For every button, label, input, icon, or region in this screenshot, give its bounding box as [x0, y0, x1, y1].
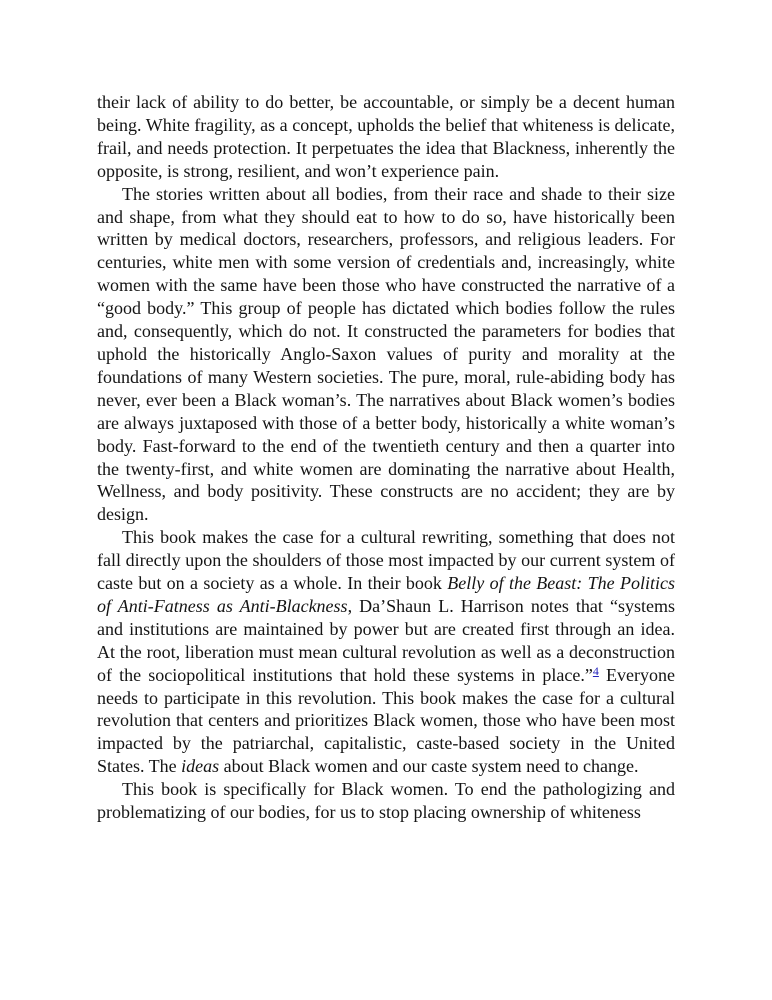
- paragraph-3-text-3: Everyone needs to participate in this revolution. This book makes the case for a cultural revolution that centers and prioritizes Black women, those who have been most impacted by the patriarchal, capitalistic, caste-based society in the United States. The: [97, 664, 676, 777]
- emphasis-ideas: ideas: [181, 756, 220, 777]
- paragraph-2: The stories written about all bodies, from their race and shade to their size and shape, from what they should eat to how to do so, have historically been written by medical doctors, researchers, professors, and religious leaders. For centuries, white men with some version of credentials and, increasingly, white women with the same have been those who have constructed the narrative of a “good body.” This group of people has dictated which bodies follow the rules and, consequently, which do not. It constructed the parameters for bodies that uphold the historically Anglo-Saxon values of purity and morality at the foundations of many Western societies. The pure, moral, rule-abiding body has never, ever been a Black woman’s. The narratives about Black women’s bodies are always juxtaposed with those of a better body, historically a white woman’s body. Fast-forward to the end of the twentieth century and then a quarter into the twenty-first, and white women are dominating the narrative about Health, Wellness, and body positivity. These constructs are no accident; they are by design.: [97, 183, 675, 525]
- paragraph-3-text-1: This book makes the case for a cultural rewriting, something that does not fall directly upon the shoulders of those most impacted by our current system of caste but on a society as a whole. In their book: [97, 527, 675, 594]
- body-text: [97, 91, 675, 824]
- book-title: Belly of the Beast: The Politics of Anti-Fatness as Anti-Blackness: [97, 573, 675, 616]
- paragraph-3: [97, 526, 675, 778]
- paragraph-3-text-2: , Da’Shaun L. Harrison notes that “systems and institutions are maintained by power but are created first through an idea. At the root, liberation must mean cultural revolution as well as a deconstruction of the sociopolitical institutions that hold these systems in place.”: [97, 595, 675, 685]
- paragraph-1: their lack of ability to do better, be accountable, or simply be a decent human being. White fragility, as a concept, upholds the belief that whiteness is delicate, frail, and needs protection. It perpetuates the idea that Blackness, inherently the opposite, is strong, resilient, and won’t experience pain.: [97, 92, 675, 181]
- paragraph-4: This book is specifically for Black women. To end the pathologizing and problematizing of our bodies, for us to stop placing ownership of whiteness: [97, 779, 675, 823]
- paragraph-3-text-4: about Black women and our caste system need to change.: [219, 756, 639, 777]
- footnote-link[interactable]: 4: [592, 663, 599, 678]
